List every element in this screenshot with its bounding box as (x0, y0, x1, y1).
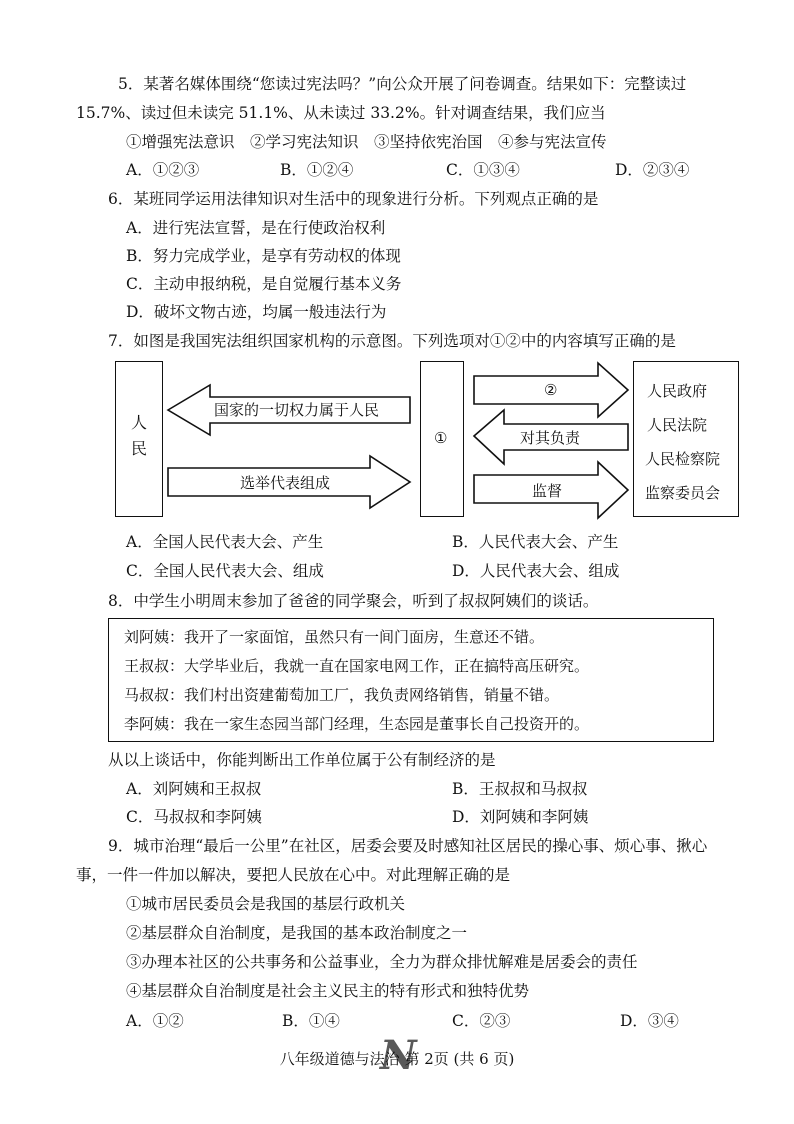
q5-option-d: D．②③④ (615, 161, 690, 179)
organ-procuratorate: 人民检察院 (645, 450, 721, 468)
q8-option-b: B．王叔叔和马叔叔 (452, 780, 588, 798)
page-footer (0, 1048, 794, 1069)
q9-item-4: ④基层群众自治制度是社会主义民主的特有形式和独特优势 (126, 982, 530, 1000)
q6-option-d: D．破坏文物古迹，均属一般违法行为 (126, 303, 387, 321)
organ-court: 人民法院 (647, 416, 708, 434)
q8-option-c: C．马叔叔和李阿姨 (126, 808, 262, 826)
center-box-label: ① (434, 429, 448, 447)
q5-option-a: A．①②③ (126, 161, 200, 179)
q5-stem-line1: 5．某著名媒体围绕“您读过宪法吗？”向公众开展了问卷调查。结果如下：完整读过 (118, 75, 687, 93)
arrow-top-label: 国家的一切权力属于人民 (214, 401, 380, 419)
dialogue-ma: 马叔叔：我们村出资建葡萄加工厂，我负责网络销售，销量不错。 (124, 686, 560, 704)
footer-subject: 八年级道德与法治 (279, 1050, 400, 1068)
q9-option-d: D．③④ (620, 1012, 679, 1030)
q7-option-b: B．人民代表大会、产生 (452, 533, 619, 551)
dialogue-li: 李阿姨：我在一家生态园当部门经理，生态园是董事长自己投资开的。 (124, 715, 590, 733)
q9-option-a: A．①② (126, 1012, 184, 1030)
q8-option-d: D．刘阿姨和李阿姨 (452, 808, 589, 826)
q8-question: 从以上谈话中，你能判断出工作单位属于公有制经济的是 (108, 751, 496, 769)
q7-stem: 7．如图是我国宪法组织国家机构的示意图。下列选项对①②中的内容填写正确的是 (108, 332, 676, 350)
organ-government: 人民政府 (647, 382, 708, 400)
left-arrow-label: 对其负责 (520, 429, 581, 447)
q6-option-c: C．主动申报纳税，是自觉履行基本义务 (126, 275, 402, 293)
q7-option-c: C．全国人民代表大会、组成 (126, 562, 324, 580)
q5-stem-line2: 15.7%、读过但未读完 51.1%、从未读过 33.2%。针对调查结果，我们应当 (76, 104, 606, 122)
arrow-bottom-label: 选举代表组成 (240, 474, 331, 492)
q9-item-3: ③办理本社区的公共事务和公益事业，全力为群众排忧解难是居委会的责任 (126, 953, 638, 971)
q7-option-a: A．全国人民代表大会、产生 (126, 533, 324, 551)
q8-option-a: A．刘阿姨和王叔叔 (126, 780, 262, 798)
q8-stem: 8．中学生小明周末参加了爸爸的同学聚会，听到了叔叔阿姨们的谈话。 (108, 592, 599, 610)
right-arrow-1-label: ② (544, 381, 558, 399)
people-char-2: 民 (130, 439, 147, 458)
q6-option-a: A．进行宪法宣誓，是在行使政治权利 (126, 219, 386, 237)
people-char-1: 人 (130, 413, 147, 432)
q9-stem-line2: 事，一件一件加以解决，要把人民放在心中。对此理解正确的是 (76, 866, 511, 884)
q9-option-b: B．①④ (282, 1012, 340, 1030)
q7-option-d: D．人民代表大会、组成 (452, 562, 620, 580)
q9-stem-line1: 9．城市治理“最后一公里”在社区，居委会要及时感知社区居民的操心事、烦心事、揪心 (108, 837, 708, 855)
q5-option-b: B．①②④ (280, 161, 354, 179)
q6-option-b: B．努力完成学业，是享有劳动权的体现 (126, 247, 401, 265)
footer-page: 第 2页 (共 6 页) (404, 1050, 515, 1068)
q9-item-2: ②基层群众自治制度，是我国的基本政治制度之一 (126, 924, 468, 942)
right-arrow-2-label: 监督 (532, 482, 563, 500)
organ-supervisory: 监察委员会 (645, 484, 721, 502)
dialogue-wang: 王叔叔：大学毕业后，我就一直在国家电网工作，正在搞特高压研究。 (124, 657, 590, 675)
q5-items: ①增强宪法意识 ②学习宪法知识 ③坚持依宪治国 ④参与宪法宣传 (126, 133, 607, 151)
q6-stem: 6．某班同学运用法律知识对生活中的现象进行分析。下列观点正确的是 (108, 190, 599, 208)
q9-option-c: C．②③ (452, 1012, 511, 1030)
watermark-logo: N (380, 1032, 417, 1079)
dialogue-liu: 刘阿姨：我开了一家面馆，虽然只有一间门面房，生意还不错。 (124, 628, 545, 646)
q5-option-c: C．①③④ (446, 161, 520, 179)
q9-item-1: ①城市居民委员会是我国的基层行政机关 (126, 895, 406, 913)
